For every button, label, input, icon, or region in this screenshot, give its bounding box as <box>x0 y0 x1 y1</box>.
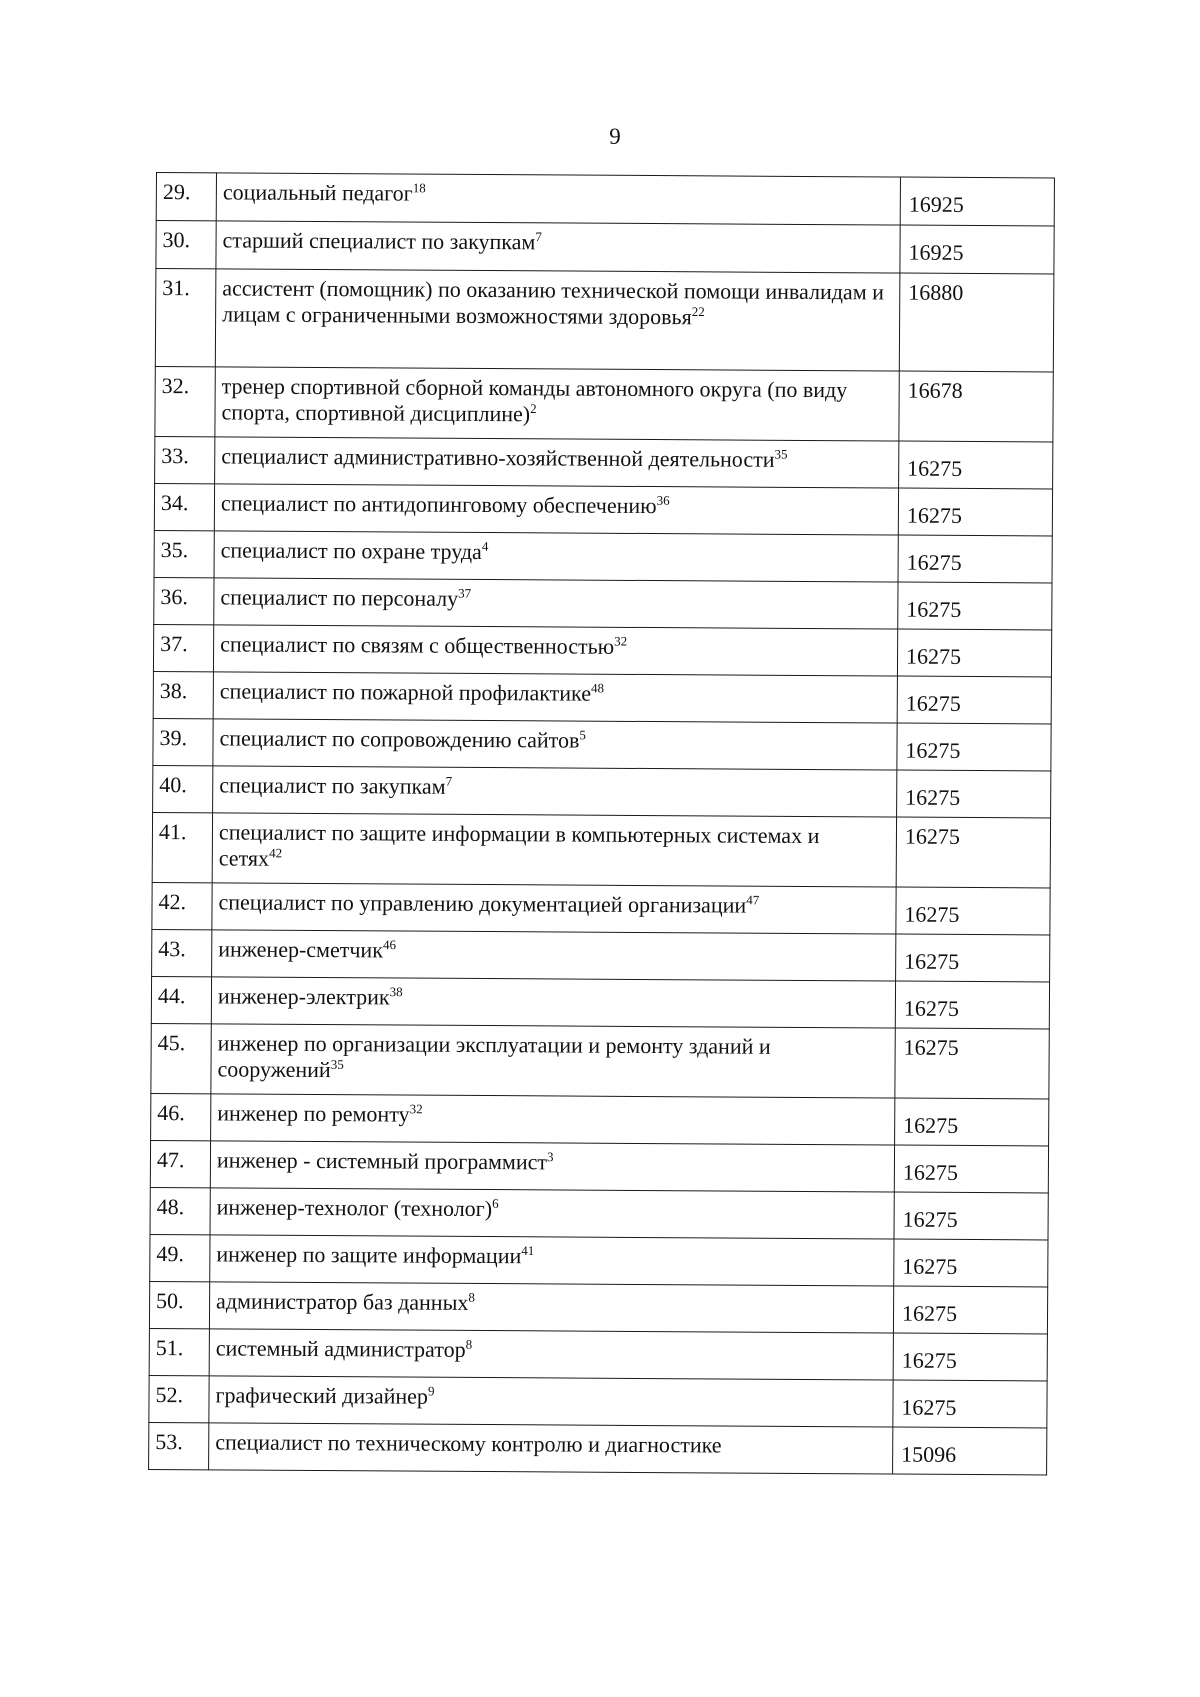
position-title: специалист по связям с общественностью <box>220 631 615 659</box>
footnote-marker: 35 <box>774 446 788 462</box>
table-row <box>151 1093 1049 1145</box>
table-row <box>153 718 1051 770</box>
position-title: системный администратор <box>215 1335 466 1362</box>
table-row <box>151 976 1049 1028</box>
row-number: 42. <box>152 882 212 929</box>
footnote-marker: 5 <box>579 727 586 743</box>
salary-value: 16275 <box>898 488 1052 536</box>
position-title: инженер по защите информации <box>216 1241 522 1269</box>
position-title: специалист по охране труда <box>220 537 482 564</box>
position-title: инженер-сметчик <box>218 936 384 963</box>
table-row <box>152 882 1050 934</box>
salary-value: 16275 <box>894 1192 1048 1240</box>
table-row <box>153 671 1051 723</box>
salary-value: 16275 <box>897 723 1051 771</box>
salary-value: 16275 <box>895 1098 1049 1146</box>
row-number: 45. <box>151 1023 211 1093</box>
row-number: 50. <box>149 1281 209 1328</box>
table-row <box>156 221 1054 274</box>
position-title-cell <box>212 883 896 934</box>
row-number: 37. <box>153 624 213 671</box>
position-title: инженер - системный программист <box>216 1147 548 1175</box>
footnote-marker: 48 <box>590 680 605 696</box>
row-number: 53. <box>149 1422 209 1469</box>
position-title: старший специалист по закупкам <box>222 227 536 255</box>
row-number: 51. <box>149 1328 209 1375</box>
position-title: социальный педагог <box>222 179 413 206</box>
position-title: администратор баз данных <box>216 1288 469 1315</box>
table-row <box>151 1023 1049 1098</box>
footnote-marker: 38 <box>389 984 403 1000</box>
salary-value: 16880 <box>899 273 1054 372</box>
position-title-cell <box>209 1423 893 1474</box>
position-title: специалист по закупкам <box>219 772 446 799</box>
footnote-marker: 8 <box>468 1289 475 1305</box>
salary-value: 15096 <box>893 1427 1047 1475</box>
salary-value: 16925 <box>900 225 1054 274</box>
row-number: 32. <box>155 366 215 436</box>
footnote-marker: 42 <box>269 845 283 861</box>
row-number: 43. <box>152 929 212 976</box>
position-title-cell <box>215 269 900 371</box>
row-number: 46. <box>151 1093 211 1140</box>
position-title-cell <box>215 437 899 488</box>
row-number: 40. <box>153 765 213 812</box>
footnote-marker: 8 <box>465 1336 473 1352</box>
footnote-marker: 46 <box>382 937 397 953</box>
position-title: специалист по персоналу <box>220 584 459 611</box>
position-title: специалист административно-хозяйственной деятельности <box>221 443 775 472</box>
row-number: 52. <box>149 1375 209 1422</box>
footnote-marker: 32 <box>409 1101 423 1117</box>
position-title-cell <box>209 1282 893 1333</box>
table-row <box>153 765 1051 817</box>
salary-value: 16275 <box>895 1028 1049 1099</box>
position-title-cell <box>211 977 895 1028</box>
position-title-cell <box>210 1141 894 1192</box>
table-row <box>152 929 1050 981</box>
footnote-marker: 22 <box>691 303 705 320</box>
salary-value: 16275 <box>894 1239 1048 1287</box>
position-title: инженер по ремонту <box>217 1100 410 1127</box>
positions-table <box>148 172 1055 1475</box>
position-title: специалист по защите информации в компьютерных системах и сетях <box>218 819 820 871</box>
salary-value: 16275 <box>897 770 1051 818</box>
row-number: 35. <box>154 530 214 577</box>
salary-value: 16275 <box>894 1145 1048 1193</box>
position-title-cell <box>213 766 897 817</box>
position-title: инженер-технолог (технолог) <box>216 1194 493 1222</box>
footnote-marker: 36 <box>656 492 670 508</box>
position-title-cell <box>216 173 900 225</box>
salary-value: 16275 <box>899 441 1053 489</box>
row-number: 49. <box>150 1234 210 1281</box>
salary-value: 16275 <box>896 887 1050 935</box>
position-title-cell <box>212 813 896 887</box>
position-title-cell <box>214 531 898 582</box>
position-title-cell <box>210 1188 894 1239</box>
position-title: графический дизайнер <box>215 1382 429 1409</box>
position-title-cell <box>213 672 897 723</box>
table-row <box>155 269 1054 372</box>
salary-value: 16275 <box>898 582 1052 630</box>
position-title-cell <box>209 1329 893 1380</box>
footnote-marker: 3 <box>547 1149 554 1165</box>
position-title: ассистент (помощник) по оказанию технической помощи инвалидам и лицам с ограниченными возможностями здоровья <box>222 275 885 330</box>
footnote-marker: 32 <box>614 633 628 649</box>
position-title-cell <box>209 1376 893 1427</box>
footnote-marker: 2 <box>530 400 537 417</box>
table-row <box>155 436 1053 488</box>
table-row <box>154 530 1052 582</box>
salary-value: 16925 <box>900 177 1054 226</box>
footnote-marker: 7 <box>445 773 453 789</box>
footnote-marker: 47 <box>746 892 760 908</box>
position-title-cell <box>213 625 897 676</box>
row-number: 29. <box>156 173 216 221</box>
position-title: инженер-электрик <box>217 983 390 1010</box>
page-number: 9 <box>609 124 621 149</box>
row-number: 33. <box>155 436 215 483</box>
position-title-cell <box>213 719 897 770</box>
row-number: 39. <box>153 718 213 765</box>
salary-value: 16275 <box>898 535 1052 583</box>
salary-value: 16275 <box>893 1380 1047 1428</box>
table-row <box>149 1328 1047 1380</box>
row-number: 38. <box>153 671 213 718</box>
position-title-cell <box>211 1094 895 1145</box>
table-row <box>150 1140 1048 1192</box>
table-row <box>150 1234 1048 1286</box>
table-row <box>154 577 1052 629</box>
table-row <box>156 173 1054 226</box>
footnote-marker: 6 <box>492 1195 499 1211</box>
footnote-marker: 7 <box>535 228 542 245</box>
footnote-marker: 9 <box>427 1383 435 1399</box>
position-title-cell <box>216 221 900 273</box>
row-number: 34. <box>154 483 214 530</box>
row-number: 48. <box>150 1187 210 1234</box>
table-row <box>152 812 1050 887</box>
position-title-cell <box>210 1235 894 1286</box>
salary-value: 16275 <box>896 934 1050 982</box>
position-title: специалист по техническому контролю и диагностике <box>215 1429 722 1458</box>
position-title: специалист по сопровождению сайтов <box>219 725 580 753</box>
positions-table-body <box>149 173 1055 1475</box>
position-title: специалист по антидопинговому обеспечению <box>220 490 657 519</box>
position-title-cell <box>214 484 898 535</box>
row-number: 31. <box>155 269 216 367</box>
row-number: 30. <box>156 221 216 269</box>
position-title-cell <box>212 930 896 981</box>
table-row <box>154 483 1052 535</box>
salary-value: 16275 <box>893 1333 1047 1381</box>
salary-value: 16678 <box>899 371 1053 442</box>
footnote-marker: 41 <box>521 1242 535 1259</box>
salary-value: 16275 <box>893 1286 1047 1334</box>
row-number: 44. <box>151 976 211 1023</box>
footnote-marker: 35 <box>330 1056 344 1072</box>
row-number: 36. <box>154 577 214 624</box>
row-number: 41. <box>152 812 212 882</box>
table-row <box>149 1422 1047 1474</box>
position-title-cell <box>215 367 899 441</box>
footnote-marker: 4 <box>481 538 489 554</box>
position-title-cell <box>214 578 898 629</box>
row-number: 47. <box>150 1140 210 1187</box>
footnote-marker: 18 <box>412 180 426 196</box>
salary-value: 16275 <box>897 676 1051 724</box>
salary-value: 16275 <box>895 981 1049 1029</box>
position-title: специалист по пожарной профилактике <box>219 678 592 706</box>
table-row <box>149 1281 1047 1333</box>
position-title: инженер по организации эксплуатации и ремонту зданий и сооружений <box>217 1030 771 1083</box>
position-title: специалист по управлению документацией организации <box>218 889 747 918</box>
table-row <box>150 1187 1048 1239</box>
salary-value: 16275 <box>896 817 1050 888</box>
position-title-cell <box>211 1024 895 1098</box>
table-row <box>153 624 1051 676</box>
salary-value: 16275 <box>897 629 1051 677</box>
table-row <box>149 1375 1047 1427</box>
footnote-marker: 37 <box>458 585 472 601</box>
position-title: тренер спортивной сборной команды автономного округа (по виду спорта, спортивной дисциплине) <box>221 373 848 427</box>
table-row <box>155 366 1053 441</box>
